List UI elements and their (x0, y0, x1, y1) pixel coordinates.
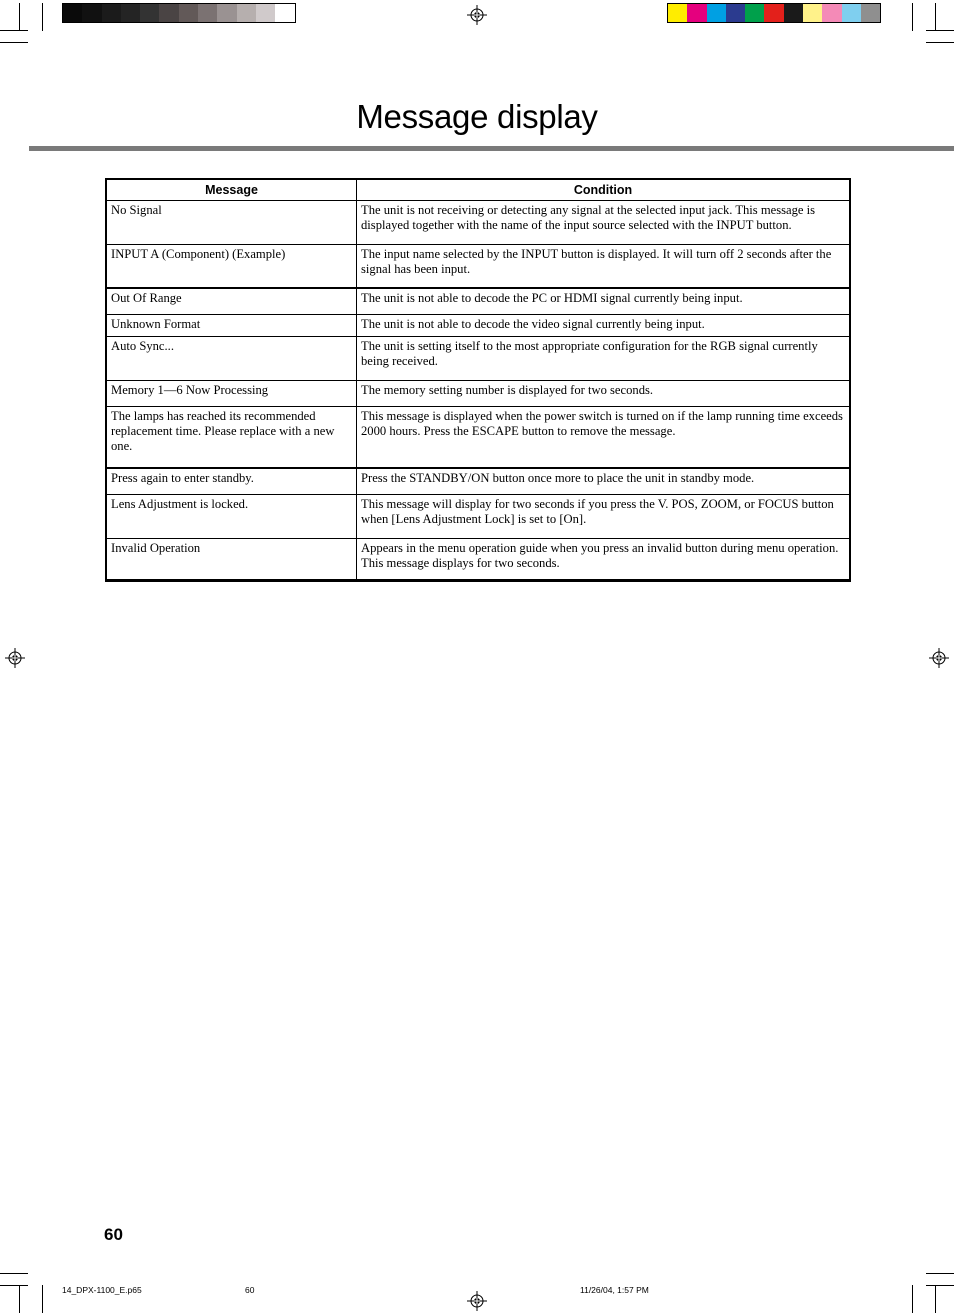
calibration-swatch (82, 4, 101, 22)
condition-cell: The unit is not receiving or detecting any signal at the selected input jack. This message is displayed together with the name of the input source selected with the INPUT button. (357, 201, 851, 245)
calibration-swatch (707, 4, 726, 22)
message-cell: Out Of Range (106, 288, 357, 315)
table-header-row (106, 179, 850, 201)
calibration-swatch (784, 4, 803, 22)
message-cell: Auto Sync... (106, 337, 357, 381)
calibration-swatch (159, 4, 178, 22)
table-row (106, 495, 850, 539)
calibration-swatch (198, 4, 217, 22)
table-row (106, 468, 850, 495)
page-number: 60 (104, 1225, 123, 1244)
footer-page: 60 (245, 1285, 255, 1295)
calibration-swatch (842, 4, 861, 22)
message-cell: Memory 1—6 Now Processing (106, 381, 357, 407)
message-cell: The lamps has reached its recommended replacement time. Please replace with a new one. (106, 407, 357, 468)
calibration-swatch (256, 4, 275, 22)
title-rule (29, 146, 954, 151)
calibration-swatch (764, 4, 783, 22)
color-calibration-bar (667, 3, 881, 23)
calibration-swatch (275, 4, 294, 22)
condition-cell: This message is displayed when the power switch is turned on if the lamp running time exceeds 2000 hours. Press the ESCAPE button to remove the message. (357, 407, 851, 468)
column-header-message: Message (106, 179, 357, 201)
footer-filename: 14_DPX-1100_E.p65 (62, 1285, 142, 1295)
table-row (106, 539, 850, 581)
calibration-swatch (726, 4, 745, 22)
calibration-swatch (217, 4, 236, 22)
registration-mark-icon (467, 1291, 487, 1311)
condition-cell: The memory setting number is displayed for two seconds. (357, 381, 851, 407)
calibration-swatch (237, 4, 256, 22)
table-row (106, 245, 850, 288)
condition-cell: The input name selected by the INPUT button is displayed. It will turn off 2 seconds after the signal has been input. (357, 245, 851, 288)
message-cell: Press again to enter standby. (106, 468, 357, 495)
calibration-swatch (140, 4, 159, 22)
condition-cell: The unit is setting itself to the most appropriate configuration for the RGB signal currently being received. (357, 337, 851, 381)
table-row (106, 407, 850, 468)
calibration-swatch (121, 4, 140, 22)
table-row (106, 337, 850, 381)
calibration-swatch (687, 4, 706, 22)
message-cell: INPUT A (Component) (Example) (106, 245, 357, 288)
calibration-swatch (179, 4, 198, 22)
condition-cell: Press the STANDBY/ON button once more to place the unit in standby mode. (357, 468, 851, 495)
calibration-swatch (63, 4, 82, 22)
table-row (106, 315, 850, 337)
registration-mark-icon (467, 5, 487, 25)
calibration-swatch (668, 4, 687, 22)
calibration-swatch (803, 4, 822, 22)
registration-mark-icon (5, 648, 25, 668)
message-cell: Lens Adjustment is locked. (106, 495, 357, 539)
calibration-swatch (102, 4, 121, 22)
table-row (106, 201, 850, 245)
page-title: Message display (356, 98, 598, 135)
table-row (106, 381, 850, 407)
footer-timestamp: 11/26/04, 1:57 PM (580, 1285, 649, 1295)
calibration-swatch (745, 4, 764, 22)
message-cell: Unknown Format (106, 315, 357, 337)
calibration-swatch (861, 4, 880, 22)
condition-cell: The unit is not able to decode the video signal currently being input. (357, 315, 851, 337)
grayscale-calibration-bar (62, 3, 296, 23)
registration-mark-icon (929, 648, 949, 668)
condition-cell: Appears in the menu operation guide when you press an invalid button during menu operation. This message displays for two seconds. (357, 539, 851, 581)
condition-cell: This message will display for two seconds if you press the V. POS, ZOOM, or FOCUS button when [Lens Adjustment Lock] is set to [On]. (357, 495, 851, 539)
message-cell: Invalid Operation (106, 539, 357, 581)
condition-cell: The unit is not able to decode the PC or HDMI signal currently being input. (357, 288, 851, 315)
message-table (105, 178, 851, 582)
column-header-condition: Condition (357, 179, 851, 201)
calibration-swatch (822, 4, 841, 22)
table-row (106, 288, 850, 315)
message-cell: No Signal (106, 201, 357, 245)
